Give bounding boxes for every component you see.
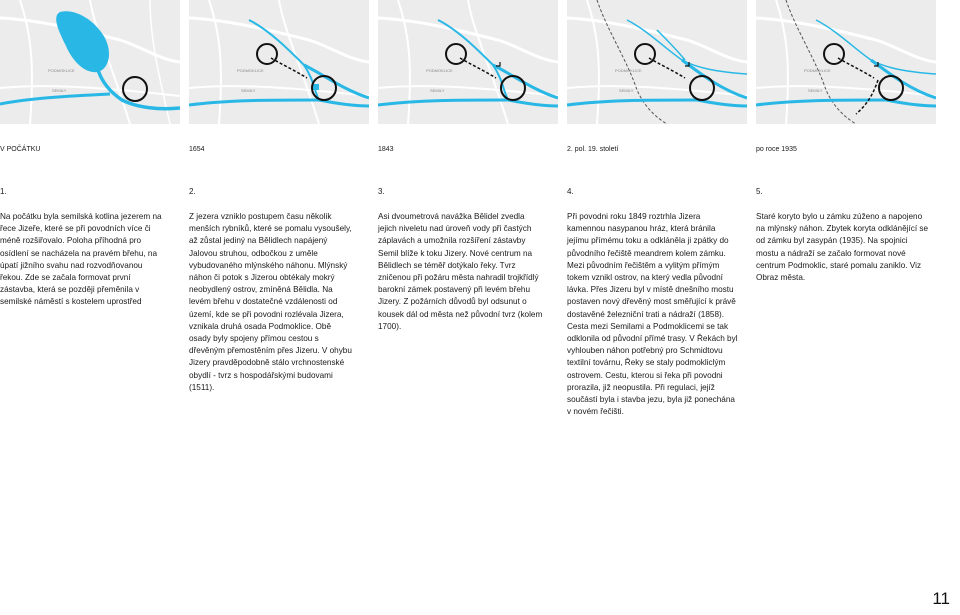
map-label-town2: SEMILY [430, 88, 445, 93]
panel-number-1: 1. [0, 187, 7, 196]
panel-date-5: po roce 1935 [756, 146, 797, 153]
map-panel-2 [189, 0, 369, 124]
map-panel-1 [0, 0, 180, 124]
panel-text-1 [0, 211, 166, 309]
map-panel-4 [567, 0, 747, 124]
panel-text-body: Při povodni roku 1849 roztrhla Jizera kamennou nasypanou hráz, která bránila jejímu přímému toku a odkláněla ji zpátky do původního řečiště meandrem kolem zámku. Mezi původním řečištěm a vylitým přímým tokem vznikl ostrov, na který vedla původní lávka. Přes Jizeru byl v místě dnešního mostu postaven nový dřevěný most směřující k právě dostavěné železniční trati a nádraží (1858). Cesta mezi Semilami a Podmoklicemi se tak odklonila od původní přímé trasy. V Řekách byl vyhlouben náhon potřebný pro Schmidtovu textilní továrnu, Řeky se staly podmokliclým ostrovem. Cestu, kterou si řeka při povodni prorazila, již neopustila. Při regulaci, jejíž součástí byla i stavba jezu, byla již ponechána v novém řečišti. [567, 212, 738, 417]
panel-date-2: 1654 [189, 146, 205, 153]
panel-number-5: 5. [756, 187, 763, 196]
page-number: 11 [932, 589, 950, 608]
panel-number-3: 3. [378, 187, 385, 196]
panel-date-3: 1843 [378, 146, 394, 153]
map-label-town1: PODMOKLICE [804, 68, 831, 73]
map-panel-3 [378, 0, 558, 124]
map-label-town2: SEMILY [808, 88, 823, 93]
map-label-town1: PODMOKLICE [426, 68, 453, 73]
panel-date-4: 2. pol. 19. století [567, 146, 619, 153]
map-panel-5 [756, 0, 936, 124]
map-label-town1: PODMOKLICE [615, 68, 642, 73]
panel-text-body: Z jezera vzniklo postupem času několik menších rybníků, které se pomalu vysoušely, až zůstal jediný na Bělidlech napájený Jalovou struhou, odbočkou z uměle vybudovaného mlýnského náhonu. Mlýnský náhon či potok s Jizerou obtékaly mokrý neobydlený ostrov, zmíněná Bělidla. Na levém břehu v dostatečné vzdálenosti od území, kde se při povodni rozlévala Jizera, vznikala druhá osada Podmoklice. Obě osady byly spojeny přímou cestou s dřevěným přemostěním přes Jizeru. V ohybu Jizery pravděpodobně stálo vrchnostenské obydlí - tvrz s hospodářskými budovami (1511). [189, 212, 352, 392]
map-label-town2: SEMILY [619, 88, 634, 93]
map-label-town2: SEMILY [241, 88, 256, 93]
panel-text-body: Staré koryto bylo u zámku zúženo a napojeno na mlýnský náhon. Zbytek koryta odklánějící se od zámku byl zasypán (1935). Na spojnici mostu a nádraží se začalo formovat nové centrum Podmoklic, staré pomalu zaniklo. Viz Obraz města. [756, 212, 929, 283]
panel-text-body: Asi dvoumetrová navážka Bělidel zvedla jejich niveletu nad úroveň vody při častých záplavách a umožnila rozšíření zástavby Semil blíže k toku Jizery. Nové centrum na Bělidlech se téměř dotýkalo řeky. Tvrz zničenou při požáru města nahradil trojkřídlý barokní zámek postavený při levém břehu Jizery. Z požárních důvodů byl odsunut o kousek dál od města než původní tvrz (kolem 1700). [378, 212, 543, 331]
panel-text-2 [189, 211, 355, 394]
map-label-town2: SEMILY [52, 88, 67, 93]
panel-number-2: 2. [189, 187, 196, 196]
panel-text-body: Na počátku byla semilská kotlina jezerem na řece Jizeře, které se při povodních více či méně rozšiřovalo. Poloha příhodná pro osídlení se nacházela na pravém břehu, na úpatí jižního svahu nad rozvodňovanou řekou. Zde se začala formovat první zástavba, která se později přeměnila v semilské náměstí s kostelem uprostřed [0, 212, 162, 307]
panel-text-5 [756, 211, 932, 284]
map-label-town1: PODMOKLICE [237, 68, 264, 73]
panel-text-3 [378, 211, 544, 333]
panel-text-4 [567, 211, 739, 418]
panel-number-4: 4. [567, 187, 574, 196]
panel-date-1: V POČÁTKU [0, 146, 41, 153]
map-label-town1: PODMOKLICE [48, 68, 75, 73]
